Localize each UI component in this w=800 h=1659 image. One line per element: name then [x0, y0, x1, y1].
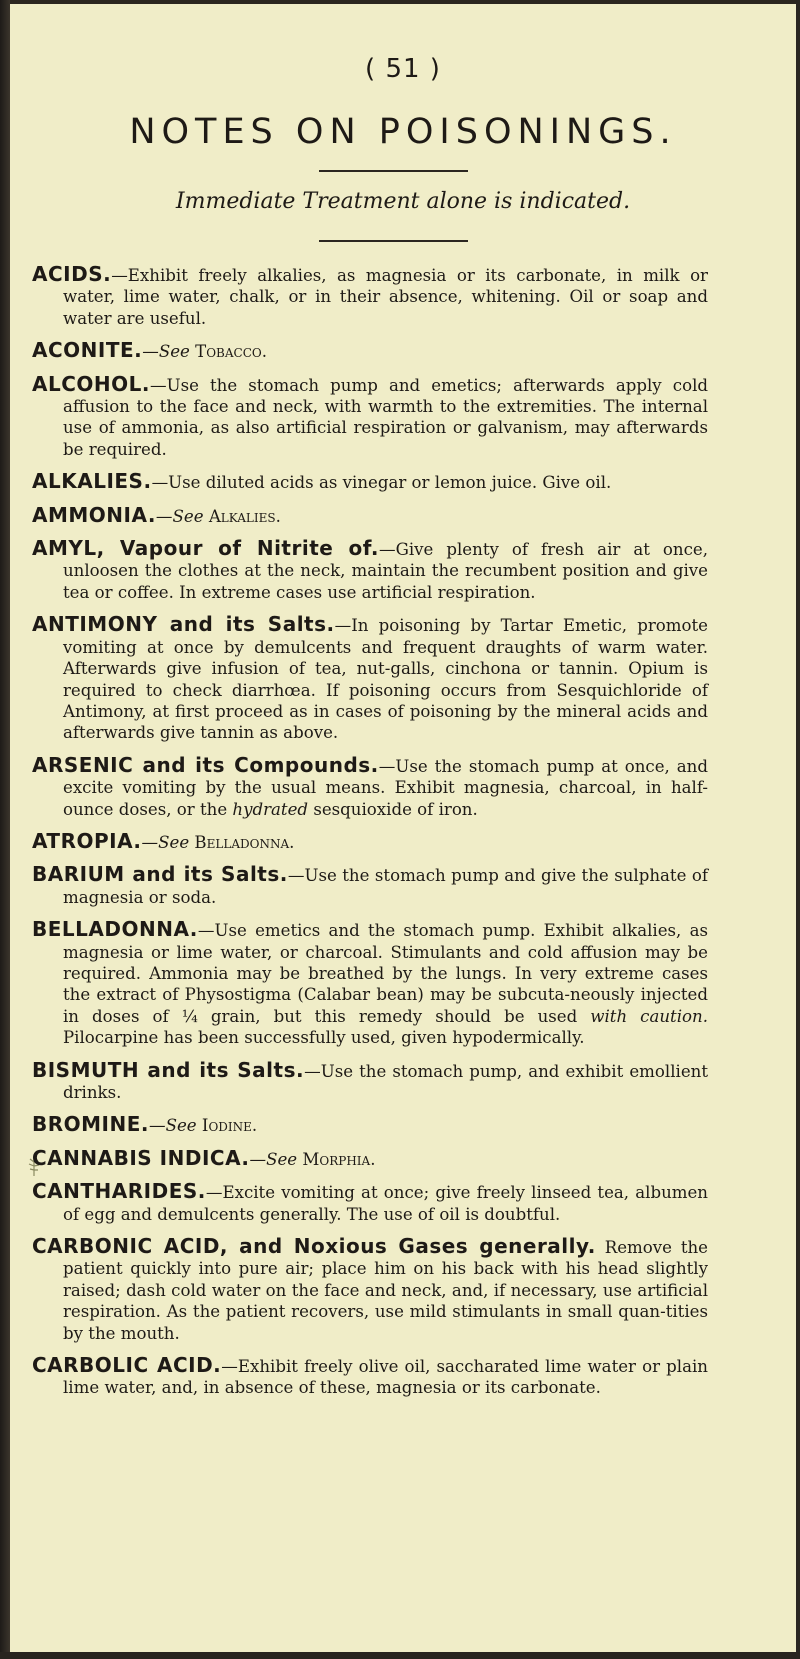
entry-heading: CANTHARIDES.	[32, 1179, 206, 1204]
entry-text: Remove the patient quickly into pure air; place him on his back with his head slightly raised; dash cold water on the face and neck, and, if necessary, use artificial respiration. As the patient recovers, use mild stimulants in small quan-tities by the mouth.	[63, 1238, 709, 1343]
entry-antimony	[32, 614, 708, 743]
entry-text: —Exhibit freely olive oil, saccharated lime water or plain lime water, and, in absence of these, magnesia or its carbonate.	[63, 1357, 708, 1398]
entry-text: —Use the stomach pump and emetics; afterwards apply cold affusion to the face and neck, with warmth to the extremities. The internal use of ammonia, as also artificial respiration or galvanism, may afterwards be required.	[63, 375, 708, 459]
entry-carbolic-acid	[32, 1355, 708, 1399]
book-edge-bottom	[0, 1652, 800, 1659]
entry-text: —Use the stomach pump, and exhibit emollient drinks.	[63, 1061, 708, 1102]
entry-heading: ANTIMONY and its Salts.	[32, 612, 335, 637]
entry-heading: ATROPIA.	[32, 828, 142, 853]
entry-see-ref: —See	[249, 1149, 298, 1169]
entry-bismuth	[32, 1057, 708, 1104]
poisoning-entries	[32, 264, 708, 1410]
page-title: NOTES ON POISONINGS.	[129, 112, 677, 152]
entry-reference: Alkalies.	[208, 506, 281, 526]
entry-ammonia	[32, 502, 708, 527]
entry-heading: ARSENIC and its Compounds.	[32, 752, 379, 777]
entry-cannabis-indica	[32, 1145, 708, 1170]
entry-alcohol	[32, 371, 708, 461]
entry-see-ref: —See	[141, 832, 190, 852]
entry-text: —Excite vomiting at once; give freely linseed tea, albumen of egg and demulcents generally. The use of oil is doubtful.	[63, 1183, 708, 1224]
entry-text-cont: sesquioxide of iron.	[313, 799, 478, 819]
entry-alkalies	[32, 471, 708, 493]
entry-reference: Iodine.	[201, 1116, 258, 1136]
entry-heading: CARBONIC ACID, and Noxious Gases generally.	[32, 1234, 596, 1259]
entry-belladonna	[32, 919, 708, 1048]
entry-atropia	[32, 828, 708, 853]
entry-arsenic	[32, 752, 708, 820]
entry-see-ref: —See	[142, 342, 190, 362]
entry-text-cont: Pilocarpine has been successfully used, given hypodermically.	[63, 1028, 585, 1048]
entry-heading: ALCOHOL.	[32, 371, 150, 396]
entry-bromine	[32, 1114, 708, 1136]
entry-cantharides	[32, 1181, 708, 1225]
entry-heading: BARIUM and its Salts.	[32, 862, 288, 887]
title-rule-bottom	[319, 240, 468, 242]
entry-aconite	[32, 340, 708, 362]
entry-reference: Tobacco.	[195, 342, 268, 362]
entry-text: —Use diluted acids as vinegar or lemon juice. Give oil.	[151, 473, 612, 493]
book-page	[10, 0, 796, 1652]
entry-text: —Use the stomach pump and give the sulphate of magnesia or soda.	[63, 866, 708, 907]
entry-heading: CANNABIS INDICA.	[32, 1145, 250, 1170]
entry-emphasis: hydrated	[232, 799, 309, 819]
entry-heading: BELLADONNA.	[32, 917, 198, 942]
entry-heading: BROMINE.	[32, 1112, 149, 1137]
subtitle: Immediate Treatment alone is indicated.	[175, 189, 631, 214]
title-rule-top	[319, 170, 468, 172]
entry-heading: BISMUTH and its Salts.	[32, 1057, 305, 1082]
page-number: ( 51 )	[365, 54, 441, 84]
entry-heading: ACIDS.	[32, 262, 112, 286]
entry-see-ref: —See	[155, 506, 204, 526]
entry-text: —Exhibit freely alkalies, as magnesia or its carbonate, in milk or water, lime water, chalk, or in their absence, whitening. Oil or soap and water are useful.	[63, 266, 708, 328]
entry-acids	[32, 264, 708, 329]
entry-text: —Give plenty of fresh air at once, unloosen the clothes at the neck, maintain the recumbent position and give tea or coffee. In extreme cases use artificial respiration.	[63, 540, 708, 602]
entry-heading: CARBOLIC ACID.	[32, 1353, 222, 1378]
entry-text: —In poisoning by Tartar Emetic, promote vomiting at once by demulcents and frequent draughts of warm water. Afterwards give infusion of tea, nut-galls, cinchona or tannin. Opium is required to check diarrhœa. If poisoning occurs from Sesquichloride of Antimony, at first proceed as in cases of poisoning by the mineral acids and afterwards give tannin as above.	[63, 616, 708, 743]
entry-heading: AMYL, Vapour of Nitrite of.	[32, 536, 379, 561]
entry-amyl	[32, 538, 708, 603]
entry-barium	[32, 864, 708, 908]
book-edge-left	[0, 0, 10, 1659]
entry-heading: ALKALIES.	[32, 469, 152, 494]
entry-carbonic-acid	[32, 1236, 708, 1344]
entry-reference: Morphia.	[302, 1149, 376, 1169]
entry-reference: Belladonna.	[194, 832, 295, 852]
entry-text: —Use emetics and the stomach pump. Exhibit alkalies, as magnesia or lime water, or charcoal. Stimulants and cold affusion may be required. Ammonia may be breathed by the lungs. In very extreme cases the extract of Physostigma (Calabar bean) may be subcuta-neously injected in doses of ¼ grain, but this remedy should be used	[63, 921, 708, 1026]
entry-heading: AMMONIA.	[32, 502, 156, 527]
entry-see-ref: —See	[149, 1116, 197, 1136]
entry-text: —Use the stomach pump at once, and excite vomiting by the usual means. Exhibit magnesia, charcoal, in half-ounce doses, or the	[63, 756, 708, 819]
entry-emphasis: with caution.	[590, 1006, 708, 1026]
entry-heading: ACONITE.	[32, 338, 143, 363]
